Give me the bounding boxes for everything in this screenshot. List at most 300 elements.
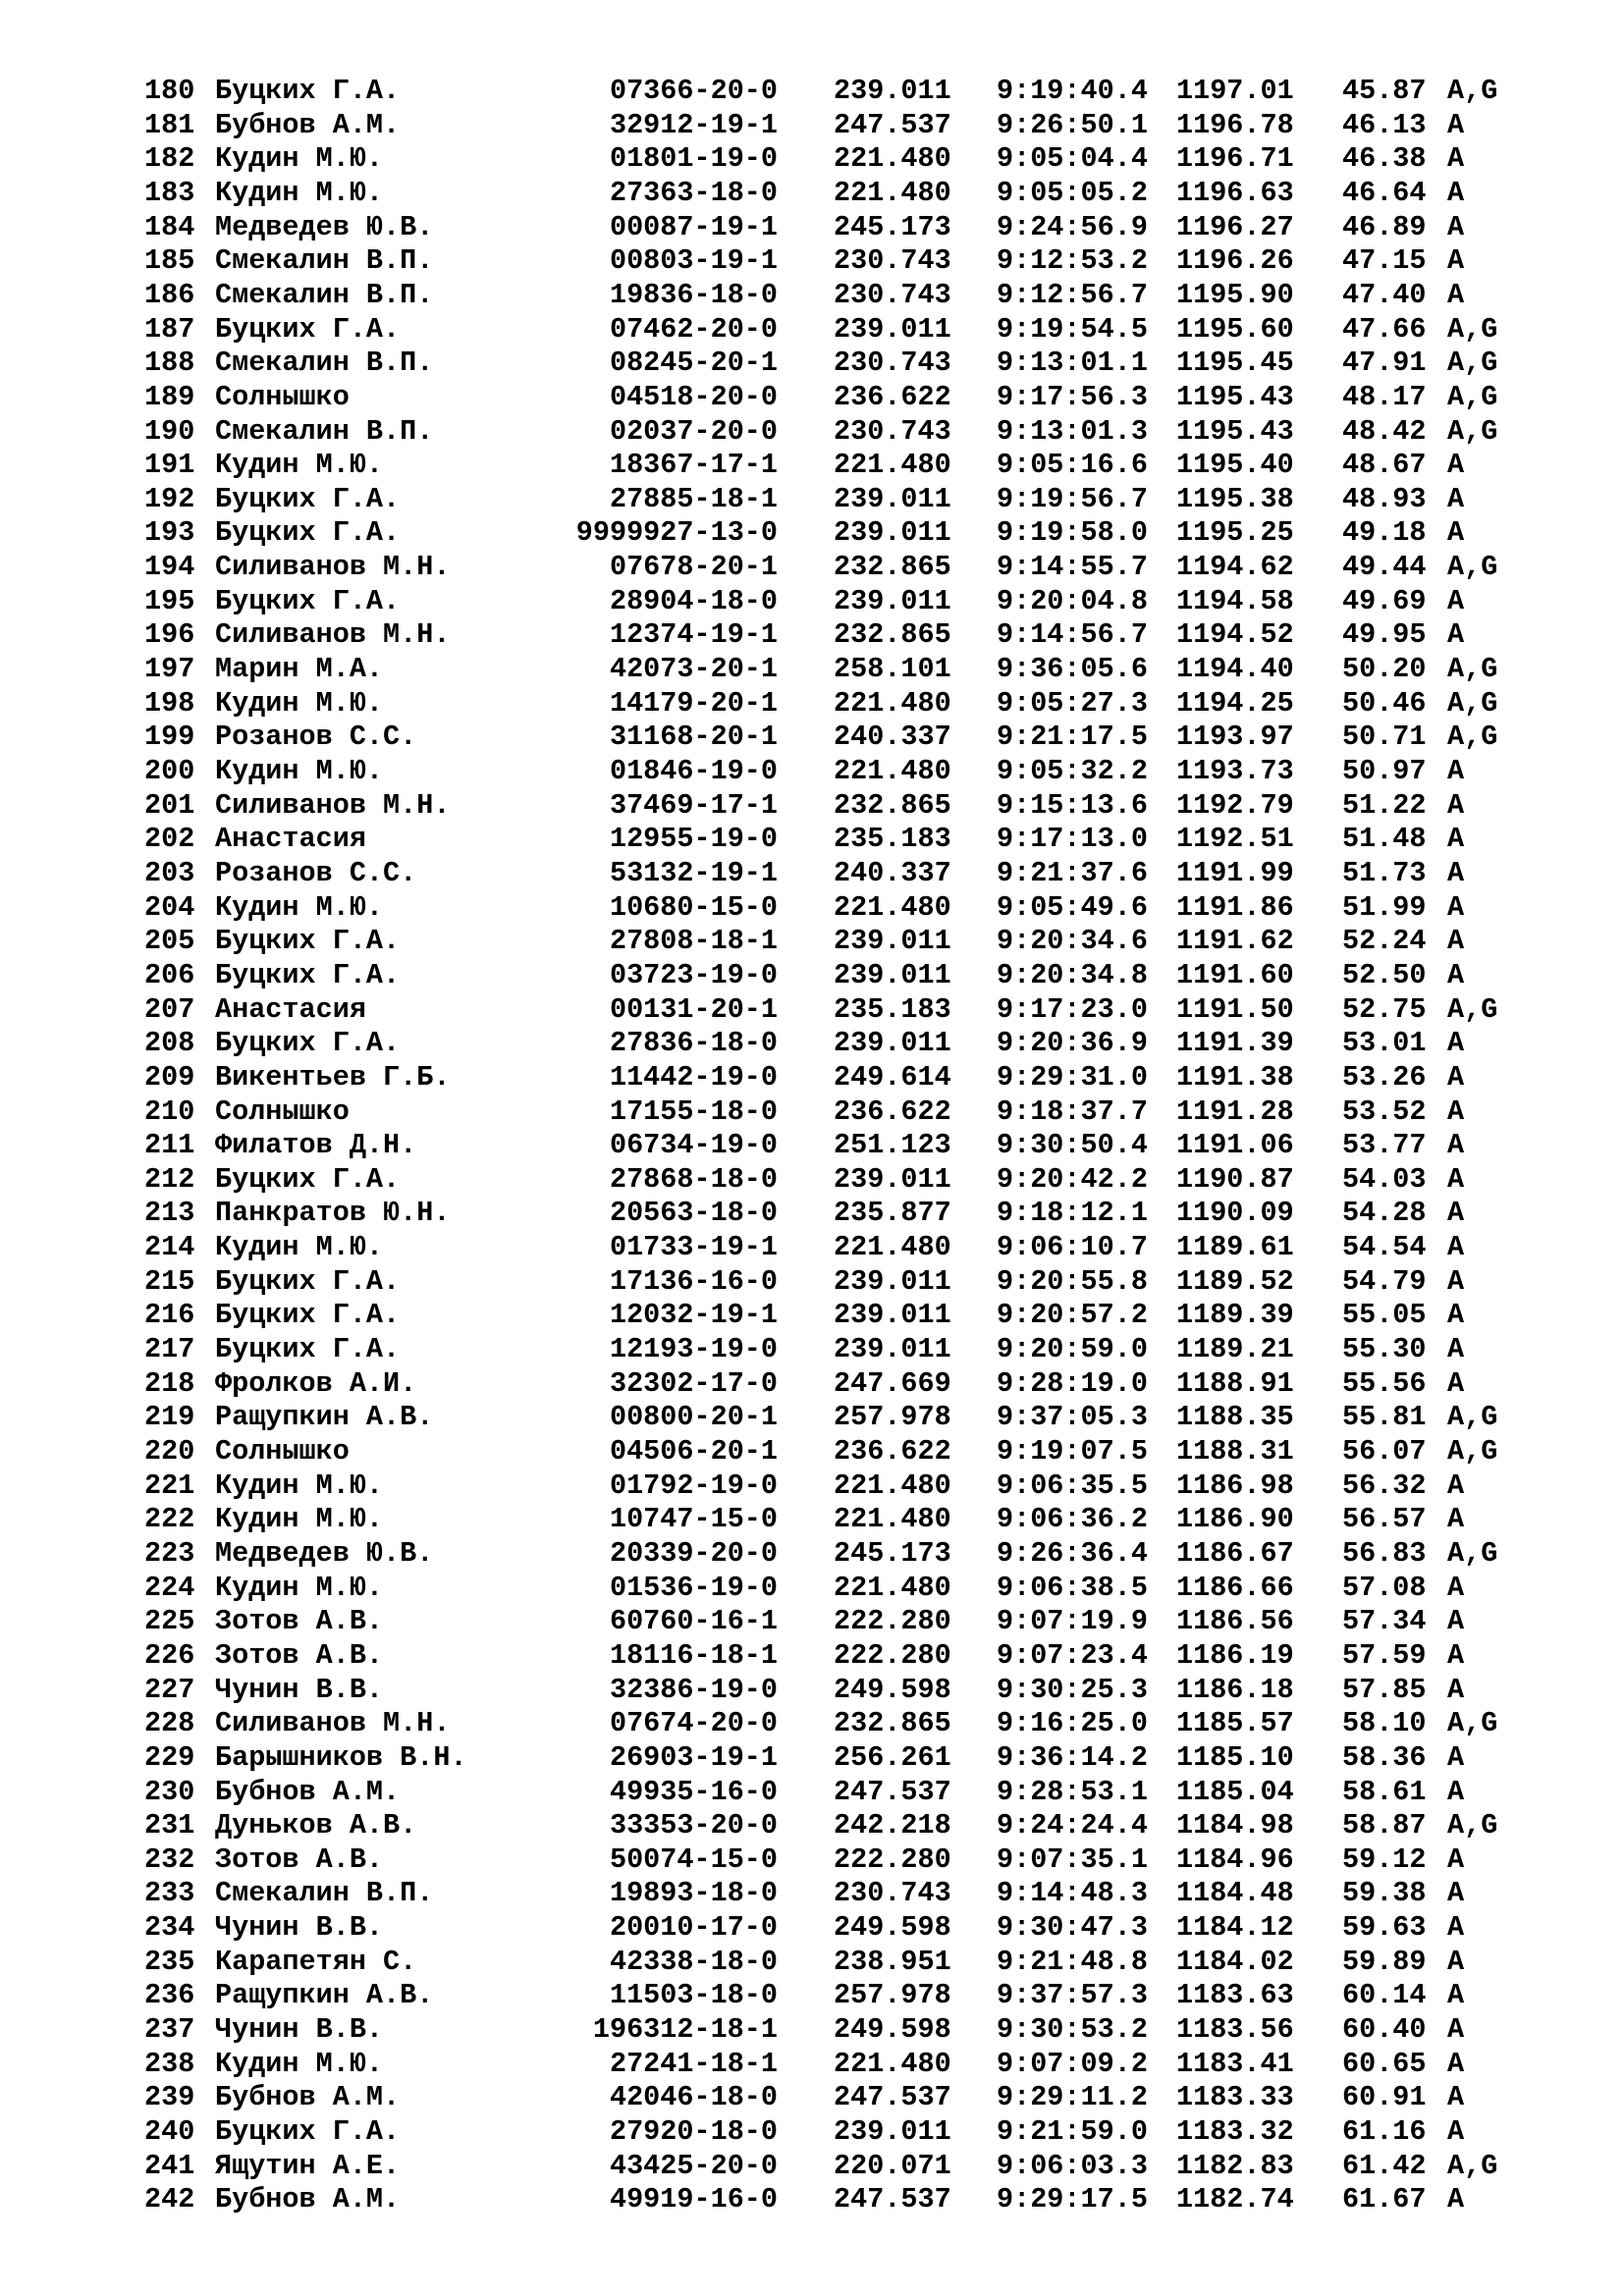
cell-coef: 53.52 (1342, 1095, 1427, 1128)
cell-dist: 249.598 (834, 1673, 951, 1706)
cell-speed: 1185.10 (1176, 1740, 1294, 1774)
result-row (0, 381, 1624, 415)
cell-speed: 1189.21 (1176, 1333, 1294, 1366)
result-row (0, 687, 1624, 721)
result-row (0, 483, 1624, 517)
cell-dist: 235.877 (834, 1197, 951, 1230)
result-row (0, 177, 1624, 211)
cell-ring: 18116-18-1 (609, 1638, 778, 1672)
cell-pos: 226 (144, 1638, 195, 1672)
cell-speed: 1184.12 (1176, 1911, 1294, 1945)
cell-speed: 1186.67 (1176, 1536, 1294, 1570)
cell-flag: A,G (1447, 721, 1498, 754)
cell-name: Буцких Г.А. (215, 1264, 401, 1298)
cell-pos: 201 (144, 788, 195, 822)
cell-ring: 07366-20-0 (609, 75, 778, 107)
cell-ring: 20339-20-0 (609, 1536, 778, 1570)
cell-pos: 224 (144, 1571, 195, 1604)
cell-dist: 236.622 (834, 1435, 951, 1468)
cell-speed: 1190.09 (1176, 1197, 1294, 1230)
cell-name: Силиванов М.Н. (215, 1707, 451, 1740)
cell-speed: 1195.90 (1176, 278, 1294, 311)
cell-name: Карапетян С. (215, 1945, 417, 1978)
cell-coef: 55.81 (1342, 1401, 1427, 1434)
cell-dist: 220.071 (834, 2149, 951, 2182)
result-row (0, 551, 1624, 585)
cell-pos: 210 (144, 1095, 195, 1128)
cell-coef: 51.99 (1342, 890, 1427, 924)
result-row (0, 516, 1624, 551)
cell-flag: A (1447, 176, 1465, 209)
cell-pos: 232 (144, 1842, 195, 1876)
cell-coef: 46.38 (1342, 142, 1427, 176)
cell-speed: 1186.56 (1176, 1605, 1294, 1638)
result-row (0, 959, 1624, 993)
cell-coef: 47.15 (1342, 244, 1427, 278)
cell-flag: A,G (1447, 686, 1498, 720)
cell-pos: 211 (144, 1129, 195, 1162)
cell-name: Медведев Ю.В. (215, 210, 434, 243)
cell-speed: 1194.52 (1176, 618, 1294, 652)
cell-pos: 225 (144, 1605, 195, 1638)
cell-dist: 230.743 (834, 414, 951, 448)
cell-name: Зотов А.В. (215, 1842, 384, 1876)
cell-ring: 03723-19-0 (609, 958, 778, 991)
cell-name: Буцких Г.А. (215, 1162, 401, 1196)
cell-speed: 1191.06 (1176, 1129, 1294, 1162)
cell-flag: A (1447, 788, 1465, 822)
cell-ring: 19893-18-0 (609, 1877, 778, 1910)
cell-ring: 27836-18-0 (609, 1027, 778, 1060)
cell-coef: 50.97 (1342, 755, 1427, 787)
cell-name: Ращупкин А.В. (215, 1401, 434, 1434)
cell-speed: 1196.63 (1176, 176, 1294, 209)
cell-flag: A (1447, 278, 1465, 311)
cell-coef: 59.12 (1342, 1842, 1427, 1876)
cell-speed: 1182.83 (1176, 2149, 1294, 2182)
result-row (0, 925, 1624, 959)
cell-name: Буцких Г.А. (215, 75, 401, 107)
cell-pos: 195 (144, 584, 195, 617)
cell-flag: A (1447, 1366, 1465, 1400)
cell-pos: 206 (144, 958, 195, 991)
cell-time: 9:13:01.3 (997, 414, 1148, 448)
cell-name: Солнышко (215, 380, 350, 413)
cell-coef: 51.48 (1342, 823, 1427, 856)
cell-dist: 235.183 (834, 992, 951, 1026)
cell-flag: A (1447, 1911, 1465, 1945)
cell-pos: 228 (144, 1707, 195, 1740)
cell-ring: 27920-18-0 (609, 2115, 778, 2148)
cell-name: Ящутин А.Е. (215, 2149, 401, 2182)
cell-coef: 56.83 (1342, 1536, 1427, 1570)
cell-ring: 32302-17-0 (609, 1366, 778, 1400)
cell-speed: 1196.27 (1176, 210, 1294, 243)
cell-flag: A,G (1447, 2149, 1498, 2182)
result-row (0, 1027, 1624, 1061)
cell-pos: 236 (144, 1979, 195, 2012)
cell-dist: 247.537 (834, 2183, 951, 2216)
cell-coef: 46.13 (1342, 108, 1427, 141)
cell-flag: A (1447, 1842, 1465, 1876)
cell-flag: A,G (1447, 414, 1498, 448)
cell-time: 9:30:50.4 (997, 1129, 1148, 1162)
cell-dist: 230.743 (834, 278, 951, 311)
cell-pos: 209 (144, 1060, 195, 1094)
cell-dist: 222.280 (834, 1842, 951, 1876)
cell-flag: A,G (1447, 551, 1498, 584)
result-row (0, 1776, 1624, 1810)
cell-coef: 56.32 (1342, 1468, 1427, 1502)
cell-name: Бубнов А.М. (215, 2183, 401, 2216)
cell-ring: 42046-18-0 (609, 2081, 778, 2114)
cell-time: 9:05:49.6 (997, 890, 1148, 924)
result-row (0, 1401, 1624, 1435)
cell-pos: 235 (144, 1945, 195, 1978)
cell-time: 9:18:37.7 (997, 1095, 1148, 1128)
cell-coef: 47.91 (1342, 347, 1427, 380)
cell-time: 9:19:58.0 (997, 516, 1148, 550)
cell-pos: 219 (144, 1401, 195, 1434)
cell-coef: 47.66 (1342, 312, 1427, 346)
cell-speed: 1188.31 (1176, 1435, 1294, 1468)
cell-flag: A (1447, 1571, 1465, 1604)
cell-time: 9:06:10.7 (997, 1231, 1148, 1264)
cell-flag: A (1447, 1877, 1465, 1910)
cell-coef: 53.77 (1342, 1129, 1427, 1162)
cell-time: 9:19:40.4 (997, 75, 1148, 107)
cell-time: 9:16:25.0 (997, 1707, 1148, 1740)
cell-flag: A (1447, 516, 1465, 550)
cell-pos: 181 (144, 108, 195, 141)
cell-time: 9:36:05.6 (997, 653, 1148, 686)
result-row (0, 653, 1624, 687)
cell-time: 9:15:13.6 (997, 788, 1148, 822)
cell-name: Чунин В.В. (215, 1911, 384, 1945)
cell-time: 9:26:50.1 (997, 108, 1148, 141)
cell-speed: 1191.50 (1176, 992, 1294, 1026)
cell-time: 9:05:27.3 (997, 686, 1148, 720)
result-row (0, 142, 1624, 177)
cell-ring: 07678-20-1 (609, 551, 778, 584)
cell-speed: 1190.87 (1176, 1162, 1294, 1196)
cell-speed: 1188.91 (1176, 1366, 1294, 1400)
cell-dist: 232.865 (834, 618, 951, 652)
cell-dist: 222.280 (834, 1605, 951, 1638)
cell-pos: 212 (144, 1162, 195, 1196)
cell-name: Кудин М.Ю. (215, 1468, 384, 1502)
cell-time: 9:20:34.6 (997, 925, 1148, 958)
result-row (0, 755, 1624, 789)
cell-name: Кудин М.Ю. (215, 1231, 384, 1264)
cell-dist: 221.480 (834, 890, 951, 924)
cell-time: 9:12:53.2 (997, 244, 1148, 278)
cell-time: 9:07:09.2 (997, 2047, 1148, 2080)
result-row (0, 2081, 1624, 2115)
cell-speed: 1183.33 (1176, 2081, 1294, 2114)
cell-dist: 221.480 (834, 2047, 951, 2080)
cell-coef: 54.28 (1342, 1197, 1427, 1230)
cell-dist: 257.978 (834, 1401, 951, 1434)
cell-dist: 249.598 (834, 2013, 951, 2047)
cell-name: Кудин М.Ю. (215, 2047, 384, 2080)
cell-ring: 20563-18-0 (609, 1197, 778, 1230)
cell-time: 9:28:19.0 (997, 1366, 1148, 1400)
cell-coef: 59.38 (1342, 1877, 1427, 1910)
cell-pos: 190 (144, 414, 195, 448)
cell-flag: A,G (1447, 1707, 1498, 1740)
cell-time: 9:19:54.5 (997, 312, 1148, 346)
cell-flag: A (1447, 1333, 1465, 1366)
result-row (0, 585, 1624, 619)
cell-ring: 12193-19-0 (609, 1333, 778, 1366)
cell-ring: 42073-20-1 (609, 653, 778, 686)
result-row (0, 1163, 1624, 1198)
cell-coef: 61.16 (1342, 2115, 1427, 2148)
cell-ring: 00800-20-1 (609, 1401, 778, 1434)
cell-flag: A (1447, 482, 1465, 515)
cell-ring: 18367-17-1 (609, 449, 778, 482)
cell-ring: 60760-16-1 (609, 1605, 778, 1638)
result-row (0, 109, 1624, 143)
result-row (0, 1435, 1624, 1469)
cell-coef: 49.69 (1342, 584, 1427, 617)
cell-name: Буцких Г.А. (215, 1333, 401, 1366)
result-row (0, 2150, 1624, 2184)
cell-speed: 1196.71 (1176, 142, 1294, 176)
cell-coef: 46.64 (1342, 176, 1427, 209)
cell-speed: 1195.60 (1176, 312, 1294, 346)
cell-time: 9:20:57.2 (997, 1299, 1148, 1332)
cell-name: Кудин М.Ю. (215, 1503, 384, 1536)
cell-pos: 213 (144, 1197, 195, 1230)
cell-speed: 1193.73 (1176, 755, 1294, 787)
cell-pos: 238 (144, 2047, 195, 2080)
cell-pos: 199 (144, 721, 195, 754)
cell-speed: 1197.01 (1176, 75, 1294, 107)
cell-coef: 58.36 (1342, 1740, 1427, 1774)
cell-time: 9:20:59.0 (997, 1333, 1148, 1366)
cell-flag: A (1447, 618, 1465, 652)
cell-flag: A,G (1447, 1809, 1498, 1842)
cell-ring: 32386-19-0 (609, 1673, 778, 1706)
cell-dist: 239.011 (834, 958, 951, 991)
cell-dist: 256.261 (834, 1740, 951, 1774)
result-row (0, 618, 1624, 653)
cell-coef: 50.20 (1342, 653, 1427, 686)
cell-name: Бубнов А.М. (215, 1775, 401, 1808)
cell-dist: 239.011 (834, 75, 951, 107)
cell-dist: 257.978 (834, 1979, 951, 2012)
cell-time: 9:20:36.9 (997, 1027, 1148, 1060)
cell-time: 9:20:04.8 (997, 584, 1148, 617)
cell-ring: 00803-19-1 (609, 244, 778, 278)
cell-pos: 202 (144, 823, 195, 856)
cell-flag: A (1447, 584, 1465, 617)
cell-dist: 242.218 (834, 1809, 951, 1842)
cell-coef: 48.93 (1342, 482, 1427, 515)
cell-dist: 236.622 (834, 1095, 951, 1128)
cell-speed: 1196.26 (1176, 244, 1294, 278)
cell-time: 9:37:05.3 (997, 1401, 1148, 1434)
cell-flag: A (1447, 755, 1465, 787)
cell-dist: 247.537 (834, 1775, 951, 1808)
cell-coef: 58.10 (1342, 1707, 1427, 1740)
cell-name: Смекалин В.П. (215, 278, 434, 311)
cell-speed: 1192.79 (1176, 788, 1294, 822)
cell-coef: 49.18 (1342, 516, 1427, 550)
result-row (0, 279, 1624, 313)
cell-flag: A (1447, 925, 1465, 958)
cell-flag: A (1447, 1060, 1465, 1094)
cell-dist: 239.011 (834, 312, 951, 346)
cell-dist: 240.337 (834, 856, 951, 889)
cell-name: Буцких Г.А. (215, 312, 401, 346)
cell-speed: 1191.62 (1176, 925, 1294, 958)
cell-speed: 1184.96 (1176, 1842, 1294, 1876)
cell-ring: 01733-19-1 (609, 1231, 778, 1264)
cell-ring: 28904-18-0 (609, 584, 778, 617)
cell-name: Буцких Г.А. (215, 1027, 401, 1060)
cell-ring: 07462-20-0 (609, 312, 778, 346)
cell-coef: 56.57 (1342, 1503, 1427, 1536)
cell-time: 9:20:34.8 (997, 958, 1148, 991)
cell-time: 9:20:55.8 (997, 1264, 1148, 1298)
cell-coef: 48.42 (1342, 414, 1427, 448)
cell-name: Барышников В.Н. (215, 1740, 467, 1774)
cell-speed: 1191.39 (1176, 1027, 1294, 1060)
cell-ring: 19836-18-0 (609, 278, 778, 311)
cell-dist: 221.480 (834, 1231, 951, 1264)
cell-name: Розанов С.С. (215, 721, 417, 754)
cell-name: Кудин М.Ю. (215, 890, 384, 924)
cell-speed: 1189.52 (1176, 1264, 1294, 1298)
cell-name: Ращупкин А.В. (215, 1979, 434, 2012)
cell-flag: A,G (1447, 380, 1498, 413)
cell-ring: 00131-20-1 (609, 992, 778, 1026)
cell-coef: 54.54 (1342, 1231, 1427, 1264)
cell-dist: 239.011 (834, 584, 951, 617)
cell-dist: 235.183 (834, 823, 951, 856)
result-row (0, 1095, 1624, 1130)
cell-flag: A (1447, 210, 1465, 243)
cell-flag: A (1447, 1775, 1465, 1808)
result-row (0, 211, 1624, 245)
cell-flag: A (1447, 1979, 1465, 2012)
cell-coef: 60.40 (1342, 2013, 1427, 2047)
result-row (0, 2183, 1624, 2217)
cell-time: 9:19:07.5 (997, 1435, 1148, 1468)
cell-flag: A (1447, 2183, 1465, 2216)
result-row (0, 347, 1624, 381)
cell-speed: 1195.45 (1176, 347, 1294, 380)
cell-pos: 207 (144, 992, 195, 1026)
cell-ring: 07674-20-0 (609, 1707, 778, 1740)
cell-pos: 230 (144, 1775, 195, 1808)
cell-name: Марин М.А. (215, 653, 384, 686)
cell-name: Буцких Г.А. (215, 584, 401, 617)
cell-flag: A (1447, 958, 1465, 991)
cell-flag: A (1447, 1673, 1465, 1706)
cell-pos: 208 (144, 1027, 195, 1060)
cell-pos: 191 (144, 449, 195, 482)
cell-pos: 185 (144, 244, 195, 278)
cell-dist: 221.480 (834, 1468, 951, 1502)
cell-ring: 31168-20-1 (609, 721, 778, 754)
cell-ring: 17155-18-0 (609, 1095, 778, 1128)
cell-flag: A (1447, 142, 1465, 176)
cell-flag: A,G (1447, 75, 1498, 107)
cell-ring: 12374-19-1 (609, 618, 778, 652)
result-row (0, 857, 1624, 891)
cell-pos: 239 (144, 2081, 195, 2114)
cell-speed: 1191.60 (1176, 958, 1294, 991)
result-row (0, 1299, 1624, 1333)
cell-pos: 194 (144, 551, 195, 584)
cell-dist: 239.011 (834, 1333, 951, 1366)
cell-ring: 9999927-13-0 (575, 516, 778, 550)
cell-coef: 59.89 (1342, 1945, 1427, 1978)
cell-time: 9:30:47.3 (997, 1911, 1148, 1945)
cell-ring: 04506-20-1 (609, 1435, 778, 1468)
cell-ring: 27363-18-0 (609, 176, 778, 209)
cell-pos: 215 (144, 1264, 195, 1298)
cell-flag: A,G (1447, 992, 1498, 1026)
cell-coef: 57.59 (1342, 1638, 1427, 1672)
cell-time: 9:29:31.0 (997, 1060, 1148, 1094)
cell-speed: 1185.04 (1176, 1775, 1294, 1808)
cell-time: 9:17:23.0 (997, 992, 1148, 1026)
cell-speed: 1186.18 (1176, 1673, 1294, 1706)
cell-dist: 249.614 (834, 1060, 951, 1094)
cell-name: Смекалин В.П. (215, 347, 434, 380)
cell-ring: 06734-19-0 (609, 1129, 778, 1162)
result-row (0, 1197, 1624, 1231)
result-row (0, 244, 1624, 279)
cell-pos: 222 (144, 1503, 195, 1536)
cell-name: Буцких Г.А. (215, 516, 401, 550)
cell-speed: 1193.97 (1176, 721, 1294, 754)
result-row (0, 1469, 1624, 1504)
cell-dist: 221.480 (834, 1571, 951, 1604)
cell-flag: A (1447, 2013, 1465, 2047)
cell-name: Кудин М.Ю. (215, 755, 384, 787)
cell-time: 9:21:17.5 (997, 721, 1148, 754)
cell-ring: 27868-18-0 (609, 1162, 778, 1196)
cell-pos: 234 (144, 1911, 195, 1945)
cell-speed: 1192.51 (1176, 823, 1294, 856)
cell-flag: A (1447, 1299, 1465, 1332)
cell-ring: 02037-20-0 (609, 414, 778, 448)
cell-flag: A (1447, 890, 1465, 924)
cell-speed: 1189.39 (1176, 1299, 1294, 1332)
cell-speed: 1196.78 (1176, 108, 1294, 141)
cell-speed: 1186.90 (1176, 1503, 1294, 1536)
cell-time: 9:20:42.2 (997, 1162, 1148, 1196)
cell-pos: 188 (144, 347, 195, 380)
cell-name: Силиванов М.Н. (215, 551, 451, 584)
result-row (0, 1129, 1624, 1163)
cell-time: 9:07:23.4 (997, 1638, 1148, 1672)
cell-pos: 189 (144, 380, 195, 413)
cell-time: 9:14:48.3 (997, 1877, 1148, 1910)
cell-dist: 239.011 (834, 925, 951, 958)
result-row (0, 2048, 1624, 2082)
cell-speed: 1194.25 (1176, 686, 1294, 720)
cell-coef: 61.67 (1342, 2183, 1427, 2216)
cell-coef: 56.07 (1342, 1435, 1427, 1468)
cell-time: 9:21:37.6 (997, 856, 1148, 889)
